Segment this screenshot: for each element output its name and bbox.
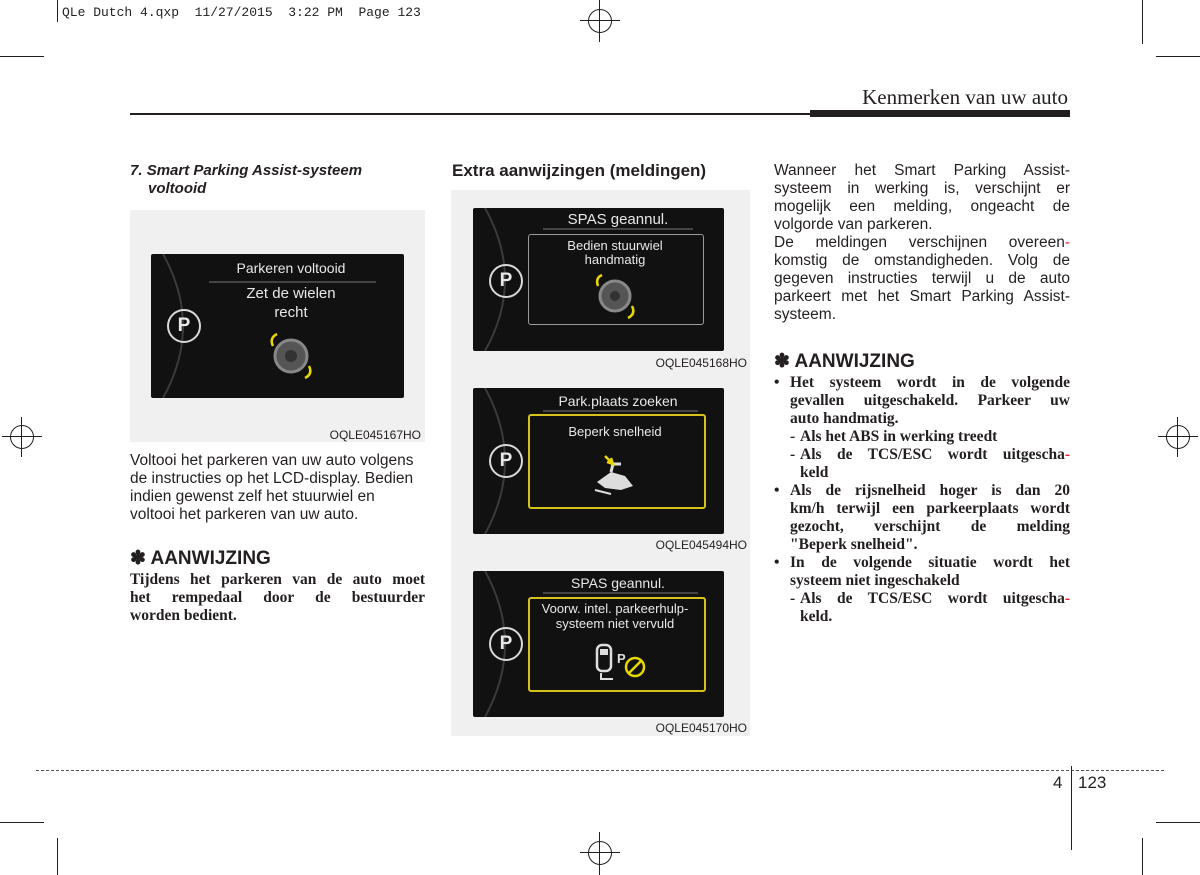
- intro-paragraph: [774, 162, 1070, 324]
- sub-item: [774, 590, 1070, 626]
- registration-mark-right: [1158, 417, 1198, 457]
- body-line: systeem in werking is, verschijnt er: [774, 180, 1070, 197]
- display-message: Beperk snelheid: [568, 424, 662, 439]
- p-gear-icon: P: [489, 444, 523, 478]
- header-rule-thick: [810, 110, 1070, 117]
- dash: -: [790, 428, 796, 445]
- footer-rule: [36, 770, 1164, 771]
- list-item: [774, 374, 1070, 428]
- chapter-number: 4: [1053, 773, 1063, 792]
- section-heading: Extra aanwijzingen (meldingen): [452, 161, 707, 180]
- note-heading: ✽ AANWIJZING: [774, 351, 915, 372]
- list-line: Het systeem wordt in de volgende: [790, 374, 1070, 391]
- image-code: OQLE045494HO: [655, 538, 747, 552]
- sub-item: [774, 446, 1070, 482]
- body-line: [774, 234, 1070, 252]
- dash: -: [790, 446, 796, 463]
- display-title: Parkeren voltooid: [236, 260, 346, 276]
- display-title: SPAS geannul.: [571, 575, 665, 591]
- steering-wheel-icon: [589, 274, 645, 320]
- caption-number: 7.: [130, 162, 143, 179]
- crop-mark: [1142, 0, 1143, 44]
- bullet: •: [774, 374, 780, 391]
- crop-mark: [1142, 838, 1143, 875]
- sub-item: [774, 428, 1070, 446]
- list-line: In de volgende situatie wordt het: [790, 554, 1070, 571]
- dash: -: [790, 590, 796, 607]
- cluster-display: [473, 388, 724, 534]
- list-line: keld.: [800, 608, 833, 625]
- p-letter: P: [617, 651, 626, 666]
- figure-caption: [130, 162, 420, 198]
- file-header: QLe Dutch 4.qxp 11/27/2015 3:22 PM Page 123: [62, 5, 421, 20]
- body-text: De meldingen verschijnen overeen: [774, 234, 1065, 251]
- body-line: gegeven instructies terwijl u de auto: [774, 270, 1070, 287]
- display-title: SPAS geannul.: [567, 211, 669, 228]
- p-gear-icon: P: [167, 309, 201, 343]
- bullet: •: [774, 482, 780, 499]
- note-heading: ✽ AANWIJZING: [130, 548, 271, 569]
- display-line3: recht: [274, 304, 308, 321]
- list-line: auto handmatig.: [790, 410, 899, 427]
- cluster-display: [473, 208, 724, 351]
- figure-frame: [451, 190, 750, 370]
- body-line: voltooi het parkeren van uw auto.: [130, 506, 359, 523]
- crop-mark: [57, 0, 58, 22]
- image-code: OQLE045170HO: [655, 721, 747, 735]
- list-item: [774, 554, 1070, 590]
- body-line: parkeert met het Smart Parking Assist-: [774, 288, 1070, 305]
- crop-mark: [1156, 56, 1200, 57]
- list-line: Als de rijsnelheid hoger is dan 20: [790, 482, 1070, 499]
- body-line: Voltooi het parkeren van uw auto volgens: [130, 452, 414, 469]
- note-list: [774, 374, 1070, 626]
- list-line: [800, 446, 1070, 464]
- registration-mark-bottom: [580, 832, 620, 875]
- header-rule: [130, 113, 810, 115]
- figure-frame: [451, 553, 750, 736]
- caption-text-line2: voltooid: [148, 180, 207, 197]
- steering-wheel-icon: [263, 332, 323, 382]
- list-line: Als het ABS in werking treedt: [800, 428, 998, 445]
- page-number: 123: [1078, 773, 1107, 792]
- body-line: mogelijk een melding, ongeacht de: [774, 198, 1070, 215]
- body-line: systeem.: [774, 306, 837, 323]
- crop-mark: [57, 838, 58, 875]
- display-message: Voorw. intel. parkeerhulp-: [541, 601, 689, 616]
- body-line: indien gewenst zelf het stuurwiel en: [130, 488, 375, 505]
- note-line: worden bedient.: [130, 607, 237, 624]
- p-gear-icon: P: [489, 627, 523, 661]
- hyphen: -: [1064, 446, 1070, 463]
- body-line: komstig de omstandigheden. Volg de: [774, 252, 1070, 269]
- hyphen: -: [1064, 234, 1070, 251]
- display-message: Bedien stuurwiel: [567, 238, 663, 253]
- figure-frame: [130, 210, 425, 442]
- registration-mark-top: [580, 0, 620, 42]
- p-gear-icon: P: [489, 264, 523, 298]
- body-paragraph: [130, 452, 425, 524]
- note-line: Tijdens het parkeren van de auto moet: [130, 571, 425, 588]
- figure-frame: [451, 370, 750, 553]
- registration-mark-left: [2, 417, 42, 457]
- display-message: systeem niet vervuld: [555, 616, 675, 631]
- list-item: [774, 482, 1070, 554]
- display-title: Park.plaats zoeken: [558, 393, 678, 409]
- body-line: de instructies op het LCD-display. Bedien: [130, 470, 414, 487]
- crop-mark: [0, 56, 44, 57]
- note-line: het rempedaal door de bestuurder: [130, 589, 425, 606]
- list-line: km/h terwijl een parkeerplaats wordt: [790, 500, 1070, 517]
- list-line: "Beperk snelheid".: [790, 536, 918, 553]
- crop-mark: [1156, 822, 1200, 823]
- image-code: OQLE045168HO: [655, 356, 747, 370]
- display-line2: Zet de wielen: [246, 285, 336, 302]
- caption-text: Smart Parking Assist-systeem: [146, 162, 363, 179]
- list-text: Als de TCS/ESC wordt uitgescha: [800, 446, 1065, 463]
- display-message: handmatig: [584, 252, 646, 267]
- list-line: [800, 590, 1070, 608]
- section-title: Kenmerken van uw auto: [862, 85, 1068, 109]
- image-code: OQLE045167HO: [329, 428, 421, 442]
- cluster-display: [151, 254, 404, 398]
- list-line: gevallen uitgeschakeld. Parkeer uw: [790, 392, 1070, 409]
- hyphen: -: [1064, 590, 1070, 607]
- note-text: [130, 571, 425, 625]
- body-line: Wanneer het Smart Parking Assist-: [774, 162, 1070, 179]
- brake-foot-icon: [591, 450, 641, 496]
- cluster-display: [473, 571, 724, 717]
- body-line: volgorde van parkeren.: [774, 216, 933, 233]
- list-line: systeem niet ingeschakeld: [790, 572, 960, 589]
- list-line: keld: [800, 464, 829, 481]
- crop-mark: [0, 822, 44, 823]
- list-text: Als de TCS/ESC wordt uitgescha: [800, 590, 1065, 607]
- footer-divider: [1071, 766, 1072, 850]
- bullet: •: [774, 554, 780, 571]
- list-line: gezocht, verschijnt de melding: [790, 518, 1070, 535]
